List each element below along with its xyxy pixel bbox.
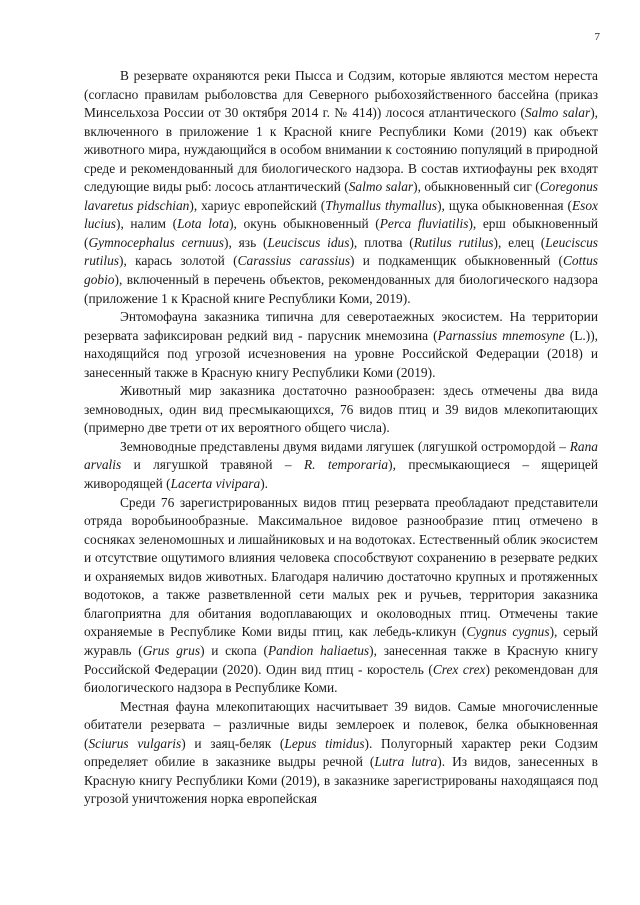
text-run: ), хариус европейский ( [189, 197, 326, 213]
text-run: ) и скопа ( [200, 642, 268, 658]
species-latin-name: Lota lota [177, 216, 230, 232]
species-latin-name: Rana arvalis [84, 438, 598, 473]
species-latin-name: Carassius carassius [237, 253, 351, 269]
species-latin-name: Salmo salar [348, 179, 414, 195]
text-run: ) рекомендован для биологического надзора в Республике Коми. [84, 661, 598, 696]
species-latin-name: Pandion haliaetus [267, 642, 370, 658]
species-latin-name: Lacerta vivipara [170, 476, 261, 492]
text-run: Местная фауна млекопитающих насчитывает 39 видов. Самые многочисленные обитатели резервата – различные виды землероек и полевок, белка обыкновенная ( [84, 698, 598, 751]
text-run: ). Полугорный характер реки Содзим определяет обилие в заказнике выдры речной ( [84, 735, 598, 770]
species-latin-name: Cottus gobio [84, 253, 598, 288]
species-latin-name: Lutra lutra [374, 754, 438, 770]
species-latin-name: Gymnocephalus cernuus [88, 234, 224, 250]
species-latin-name: Parnassius mnemosyne [437, 327, 565, 343]
text-run: Земноводные представлены двумя видами лягушек (лягушкой остромордой – [120, 438, 570, 454]
species-latin-name: Coregonus lavaretus pidschian [84, 179, 599, 213]
species-latin-name: Leuciscus idus [267, 234, 350, 250]
species-latin-name: Leuciscus rutilus [84, 234, 598, 269]
text-run: ). [260, 476, 269, 492]
text-run: Энтомофауна заказника типична для северотаежных экосистем. На территории резервата зафиксирован редкий вид - парусник мнемозина ( [84, 309, 598, 343]
text-run: ), карась золотой ( [118, 253, 238, 269]
species-latin-name: Thymallus thymallus [325, 197, 438, 213]
text-run: ), окунь обыкновенный ( [229, 216, 380, 232]
text-run: ). Из видов, занесенных в Красную книгу Республики Коми (2019), в заказнике зарегистрированы находящаяся под угрозой уничтожения норка европейская [84, 754, 598, 807]
text-run: ) и заяц-беляк ( [181, 735, 285, 751]
text-run: ), плотва ( [349, 234, 414, 250]
paragraph-mammals [84, 698, 598, 809]
species-latin-name: Esox lucius [84, 197, 598, 232]
page-number: 7 [594, 31, 600, 43]
paragraph-amphibians-reptiles [84, 438, 598, 494]
species-latin-name: Perca fluviatilis [379, 216, 469, 232]
species-latin-name: Sciurus vulgaris [88, 735, 182, 751]
species-latin-name: Lepus timidus [284, 735, 365, 751]
text-run: Животный мир заказника достаточно разнообразен: здесь отмечены два вида земноводных, один вид пресмыкающихся, 76 видов птиц и 39 видов млекопитающих (примерно две трети от их вероятного общего числа). [84, 383, 598, 436]
species-latin-name: R. temporaria [303, 457, 389, 473]
text-run: Среди 76 зарегистрированных видов птиц резервата преобладают представители отряда воробьинообразные. Максимальное видовое разнообразие птиц отмечено в сосняках зеленомошных и лишайниковых и на водотоках. Естественный облик экосистем и отсутствие ощутимого влияния человека способствуют сохранению в резервате редких и охраняемых видов животных. Благодаря наличию достаточно крупных и протяженных водотоков, а также разветвленной сети малых рек и ручьев, территория заказника благоприятна для обитания водоплавающих и околоводных птиц. Отмечены такие охраняемые в Республике Коми виды птиц, как лебедь-кликун ( [84, 494, 598, 640]
text-run: ), включенный в перечень объектов, рекомендованных для биологического надзора (приложение 1 к Красной книге Республики Коми, 2019). [84, 272, 598, 306]
text-run: ), язь ( [223, 234, 268, 250]
text-run: ), включенного в приложение 1 к Красной книге Республики Коми (2019) как объект животного мира, нуждающийся в особом внимании к состоянию популяций в природной среде и рекомендованный для биологического надзора. В состав ихтиофауны рек входят следующие виды рыб: лосось атлантический ( [84, 105, 598, 195]
text-run: ), щука обыкновенная ( [437, 197, 572, 213]
text-run: ), пресмыкающиеся – ящерицей живородящей ( [84, 457, 598, 492]
paragraph-fauna-overview [84, 382, 598, 438]
text-run: В резервате охраняются реки Пысса и Содзим, которые являются местом нереста (согласно правилам рыболовства для Северного рыбохозяйственного бассейна (приказ Минсельхоза России от 30 октября 2014 г. № 414)) лосося атлантического ( [84, 68, 598, 121]
text-run: (L.)), находящийся под угрозой исчезновения на уровне Российской Федерации (2018) и занесенный также в Красную книгу Республики Коми (2019). [84, 327, 599, 380]
text-run: ), обыкновенный сиг ( [413, 179, 540, 195]
species-latin-name: Grus grus [142, 642, 201, 658]
species-latin-name: Crex crex [432, 661, 486, 677]
text-run: и лягушкой травяной – [121, 457, 304, 473]
body-text [84, 67, 598, 809]
species-latin-name: Cygnus cygnus [466, 624, 550, 640]
paragraph-fish [84, 67, 598, 308]
text-run: ), елец ( [493, 234, 546, 250]
text-run: ), серый журавль ( [84, 624, 598, 658]
text-run: ), налим ( [116, 216, 178, 232]
text-run: ), ерш обыкновенный ( [84, 216, 598, 250]
text-run: ), занесенная также в Красную книгу Российской Федерации (2020). Один вид птиц - коростель ( [84, 642, 599, 677]
paragraph-insects [84, 308, 598, 382]
text-run: ) и подкаменщик обыкновенный ( [350, 253, 563, 269]
species-latin-name: Salmo salar [524, 105, 591, 121]
species-latin-name: Rutilus rutilus [413, 234, 494, 250]
paragraph-birds [84, 494, 598, 698]
